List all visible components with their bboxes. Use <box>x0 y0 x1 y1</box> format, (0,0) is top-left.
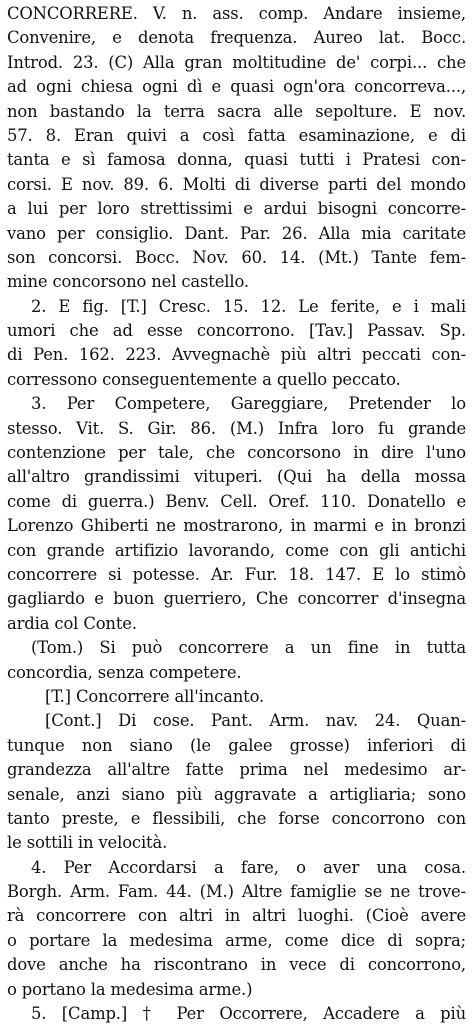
text-line: rà concorrere con altri in altri luoghi. (Cioè avere <box>7 906 466 926</box>
text-line: ardia col Conte. <box>7 613 137 633</box>
text-line: [Cont.] Di cose. Pant. Arm. nav. 24. Quan- <box>45 711 466 731</box>
text-line: le sottili in velocità. <box>7 833 168 853</box>
text-line: non bastando la terra sacra alle sepolture. E nov. <box>7 101 466 121</box>
text-line: 57. 8. Eran quivi a così fatta esaminazione, e di <box>7 125 466 145</box>
text-line: a lui per loro strettissimi e ardui bisogni concorre- <box>7 199 466 219</box>
text-line: [T.] Concorrere all'incanto. <box>45 686 265 706</box>
text-line: 2. E fig. [T.] Cresc. 15. 12. Le ferite, e i mali <box>31 296 466 316</box>
text-line: Lorenzo Ghiberti ne mostrarono, in marmi e in bronzi <box>7 516 466 536</box>
text-line: di Pen. 162. 223. Avvegnachè più altri peccati con- <box>7 345 466 365</box>
text-line: Convenire, e denota frequenza. Aureo lat. Bocc. <box>7 28 466 48</box>
text-line: ad ogni chiesa ogni dì e quasi ogn'ora concorreva..., <box>7 77 466 97</box>
text-line: concordia, senza competere. <box>7 662 242 682</box>
text-line: grandezza all'altre fatte prima nel medesimo ar- <box>7 760 466 780</box>
text-line: tanto preste, e flessibili, che forse concorrono con <box>7 808 466 828</box>
text-line: CONCORRERE. V. n. ass. comp. Andare insieme, <box>7 4 466 23</box>
text-line: stesso. Vit. S. Gir. 86. (M.) Infra loro fu grande <box>7 418 466 438</box>
text-line: tunque non siano (le galee grosse) inferiori di <box>7 735 466 755</box>
text-line: con grande artifizio lavorando, come con gli antichi <box>7 540 466 560</box>
text-line: 5. [Camp.] † Per Occorrere, Accadere a più <box>31 1004 466 1024</box>
text-line: corressono conseguentemente a quello peccato. <box>7 369 401 389</box>
text-line: concorrere si potesse. Ar. Fur. 18. 147. E lo stimò <box>7 564 466 584</box>
text-line: all'altro grandissimi vituperi. (Qui ha della mossa <box>7 467 466 487</box>
text-line: senale, anzi siano più aggravate a artigliaria; sono <box>7 784 466 804</box>
text-line: gagliardo e buon guerriero, Che concorrer d'insegna <box>7 589 466 609</box>
text-line: 4. Per Accordarsi a fare, o aver una cosa. <box>31 857 466 877</box>
text-line: o portano la medesima arme.) <box>7 979 253 999</box>
text-line: Borgh. Arm. Fam. 44. (M.) Altre famiglie se ne trove- <box>7 882 466 902</box>
text-line: umori che ad esse concorrono. [Tav.] Passav. Sp. <box>7 321 466 341</box>
text-line: contenzione per tale, che concorsono in dire l'uno <box>7 443 466 463</box>
text-line: vano per consiglio. Dant. Par. 26. Alla mia caritate <box>7 223 466 243</box>
text-line: o portare la medesima arme, come dice di sopra; <box>7 930 466 950</box>
text-line: 3. Per Competere, Gareggiare, Pretender lo <box>31 394 466 414</box>
text-line: (Tom.) Si può concorrere a un fine in tutta <box>31 638 466 658</box>
text-line: Introd. 23. (C) Alla gran moltitudine de' corpi... che <box>7 52 466 72</box>
text-line: dove anche ha riscontrano in vece di concorrono, <box>7 955 466 975</box>
text-line: tanta e sì famosa donna, quasi tutti i Pratesi con- <box>7 150 466 170</box>
text-line: corsi. E nov. 89. 6. Molti di diverse parti del mondo <box>7 174 466 194</box>
text-line: come di guerra.) Benv. Cell. Oref. 110. Donatello e <box>7 491 466 511</box>
text-line: mine concorsono nel castello. <box>7 272 249 292</box>
text-line: son concorsi. Bocc. Nov. 60. 14. (Mt.) Tante fem- <box>7 247 466 267</box>
